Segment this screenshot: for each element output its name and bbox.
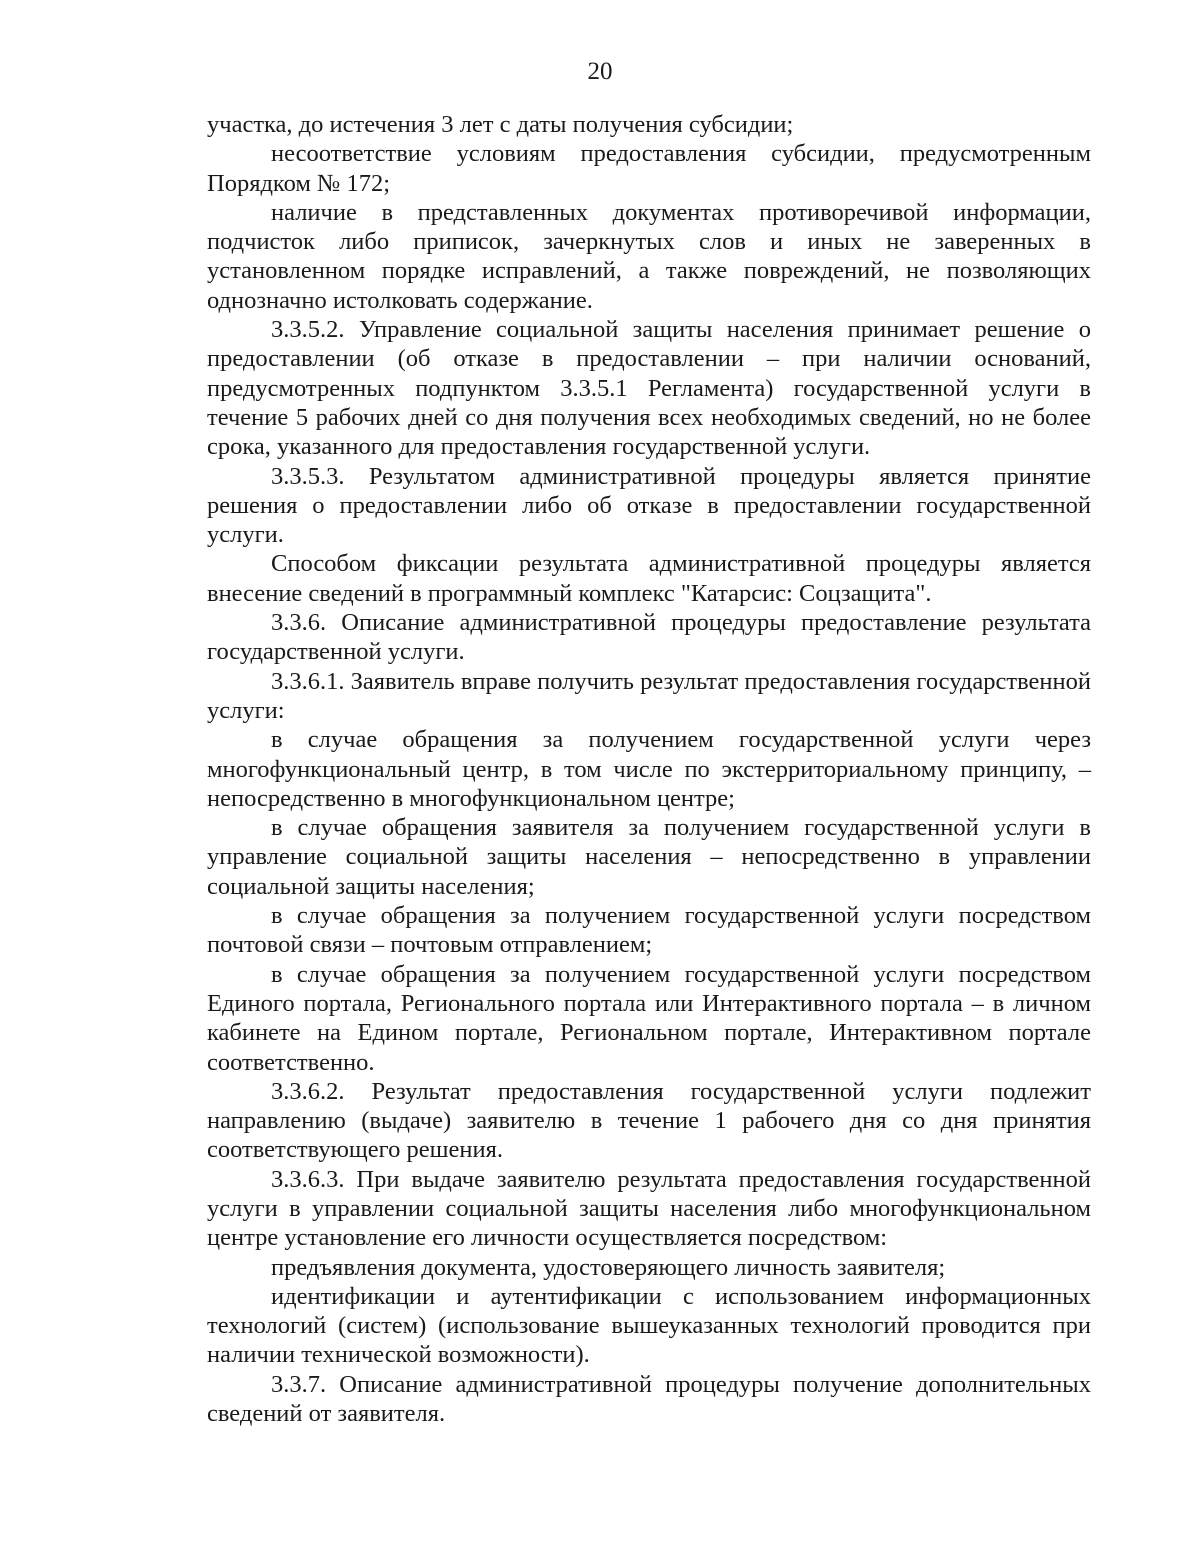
paragraph: 3.3.5.2. Управление социальной защиты населения принимает решение о предоставлении (об отказе в предоставлении – при наличии оснований, предусмотренных подпунктом 3.3.5.1 Регламента) государственной услуги в течение 5 рабочих дней со дня получения всех необходимых сведений, но не более срока, указанного для предоставления государственной услуги.	[207, 316, 1091, 461]
paragraph: 3.3.6.1. Заявитель вправе получить результат предоставления государственной услуги:	[207, 667, 1091, 724]
paragraph: 3.3.6.2. Результат предоставления государственной услуги подлежит направлению (выдаче) заявителю в течение 1 рабочего дня со дня принятия соответствующего решения.	[207, 1077, 1091, 1164]
paragraph: несоответствие условиям предоставления субсидии, предусмотренным Порядком № 172;	[207, 140, 1091, 197]
paragraph: в случае обращения заявителя за получением государственной услуги в управление социальной защиты населения – непосредственно в управлении социальной защиты населения;	[207, 814, 1091, 900]
document-body	[207, 110, 1091, 1428]
paragraph: в случае обращения за получением государственной услуги посредством почтовой связи – почтовым отправлением;	[207, 902, 1091, 959]
paragraph: в случае обращения за получением государственной услуги посредством Единого портала, Регионального портала или Интерактивного портала – в личном кабинете на Едином портале, Региональном портале, Интерактивном портале соответственно.	[207, 960, 1091, 1076]
paragraph: 3.3.5.3. Результатом административной процедуры является принятие решения о предоставлении либо об отказе в предоставлении государственной услуги.	[207, 462, 1091, 549]
paragraph: наличие в представленных документах противоречивой информации, подчисток либо приписок, зачеркнутых слов и иных не заверенных в установленном порядке исправлений, а также повреждений, не позволяющих однозначно истолковать содержание.	[207, 198, 1091, 314]
page-number: 20	[587, 58, 613, 85]
paragraph: 3.3.6.3. При выдаче заявителю результата предоставления государственной услуги в управлении социальной защиты населения либо многофункциональном центре установление его личности осуществляется посредством:	[207, 1165, 1091, 1252]
paragraph: участка, до истечения 3 лет с даты получения субсидии;	[207, 111, 794, 138]
paragraph: предъявления документа, удостоверяющего личность заявителя;	[271, 1253, 946, 1281]
paragraph: 3.3.7. Описание административной процедуры получение дополнительных сведений от заявителя.	[207, 1370, 1091, 1428]
paragraph: в случае обращения за получением государственной услуги через многофункциональный центр, в том числе по экстерриториальному принципу, – непосредственно в многофункциональном центре;	[207, 726, 1091, 812]
paragraph: идентификации и аутентификации с использованием информационных технологий (систем) (использование вышеуказанных технологий проводится при наличии технической возможности).	[207, 1282, 1091, 1369]
paragraph: 3.3.6. Описание административной процедуры предоставление результата государственной услуги.	[207, 609, 1091, 666]
paragraph: Способом фиксации результата административной процедуры является внесение сведений в программный комплекс "Катарсис: Соцзащита".	[207, 550, 1091, 607]
